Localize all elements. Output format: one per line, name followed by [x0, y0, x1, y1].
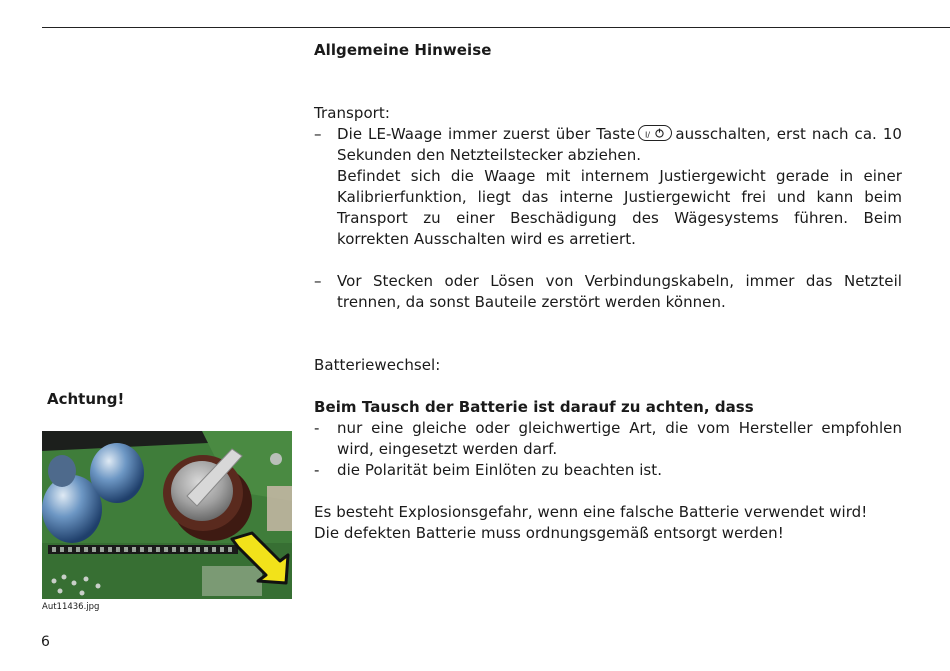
bullet-dash: -: [314, 461, 320, 479]
battery-intro: Beim Tausch der Batterie ist darauf zu achten, dass: [314, 398, 754, 416]
transport-bullet-1: [314, 124, 902, 250]
photo-caption: Aut11436.jpg: [42, 602, 100, 612]
battery-item-1-text: nur eine gleiche oder gleichwertige Art, die vom Hersteller empfohlen wird, eingesetzt werden darf.: [337, 419, 902, 458]
transport-bullet-2: [314, 271, 902, 313]
battery-item-2: [314, 460, 902, 481]
transport-bullet-2-text: Vor Stecken oder Lösen von Verbindungskabeln, immer das Netzteil trennen, da sonst Bauteile zerstört werden können.: [337, 272, 902, 311]
svg-text:I/: I/: [645, 130, 651, 140]
transport-bullet-1-paragraph-2: Befindet sich die Waage mit internem Justiergewicht gerade in einer Kalibrierfunktion, liegt das interne Justiergewicht frei und kann beim Transport zu einer Beschädigung des Wägesystems führen. Beim korrekten Ausschalten wird es arretiert.: [337, 167, 902, 248]
transport-label: Transport:: [314, 104, 390, 122]
warning-title: Achtung!: [47, 390, 125, 408]
bullet-dash: –: [314, 125, 322, 143]
main-content: [314, 40, 902, 544]
disposal-note: Die defekten Batterie muss ordnungsgemäß entsorgt werden!: [314, 524, 784, 542]
explosion-warning: Es besteht Explosionsgefahr, wenn eine falsche Batterie verwendet wird!: [314, 503, 868, 521]
bullet-dash: -: [314, 419, 320, 437]
page-number: 6: [41, 634, 50, 650]
bullet-dash: –: [314, 272, 322, 290]
transport-bullet-1-text: Die LE-Waage immer zuerst über Taste I/ ausschalten, erst nach ca. 10 Sekunden den Netzteilstecker abziehen.: [337, 125, 903, 164]
battery-item-2-text: die Polarität beim Einlöten zu beachten ist.: [337, 461, 663, 479]
battery-item-1: [314, 418, 902, 460]
header-rule: [42, 27, 950, 28]
battery-label: Batteriewechsel:: [314, 356, 441, 374]
power-key-icon: [638, 125, 672, 141]
page-title: Allgemeine Hinweise: [314, 41, 492, 59]
battery-photo: [42, 431, 292, 599]
